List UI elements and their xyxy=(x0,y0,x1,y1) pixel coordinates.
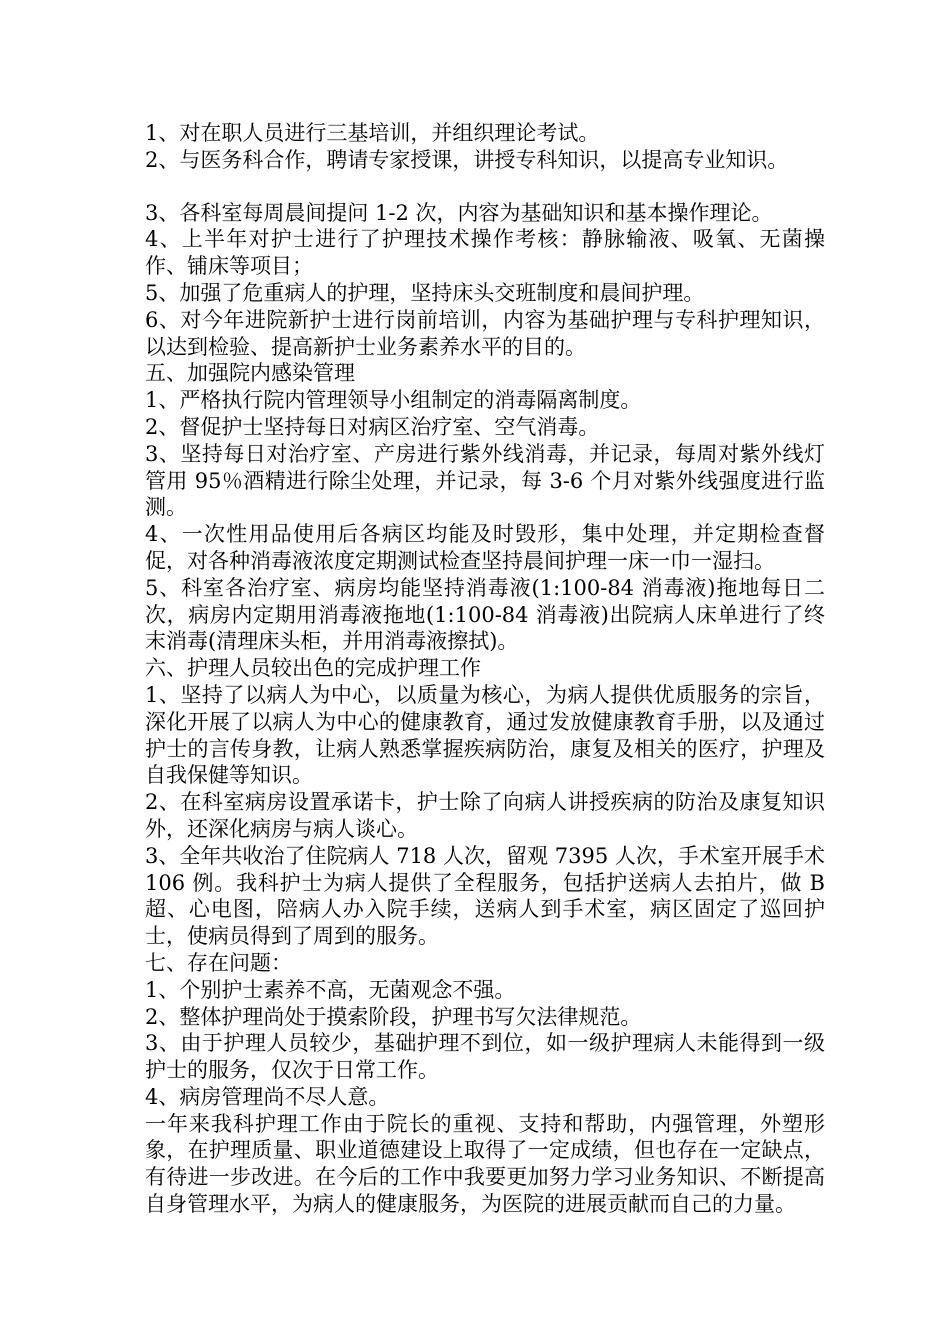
list-item-air-disinfection: 2、督促护士坚持每日对病区治疗室、空气消毒。 xyxy=(145,414,600,439)
list-item-skill-assessment: 4、上半年对护士进行了护理技术操作考核：静脉输液、吸氧、无菌操作、铺床等项目； xyxy=(145,227,825,279)
list-item-problem-documentation: 2、整体护理尚处于摸索阶段，护理书写欠法律规范。 xyxy=(145,1004,642,1029)
list-item-problem-quality: 1、个别护士素养不高，无菌观念不强。 xyxy=(145,977,516,1002)
closing-summary: 一年来我科护理工作由于院长的重视、支持和帮助，内强管理，外塑形象，在护理质量、职业道德建设上取得了一定成绩，但也存在一定缺点，有待进一步改进。在今后的工作中我要更加努力学习业务知识、不断提高自身管理水平，为病人的健康服务，为医院的进展贡献而自己的力量。 xyxy=(145,1111,825,1217)
list-item-patient-centered: 1、坚持了以病人为中心，以质量为核心，为病人提供优质服务的宗旨，深化开展了以病人为中心的健康教育，通过发放健康教育手册，以及通过护士的言传身教，让病人熟悉掌握疾病防治，康复及相关的医疗，护理及自我保健等知识。 xyxy=(145,682,825,788)
section-heading-infection-control: 五、加强院内感染管理 xyxy=(145,361,355,386)
list-item-critical-care: 5、加强了危重病人的护理，坚持床头交班制度和晨间护理。 xyxy=(145,280,705,305)
list-item-problem-staffing: 3、由于护理人员较少，基础护理不到位，如一级护理病人未能得到一级护士的服务，仅次于日常工作。 xyxy=(145,1031,825,1083)
list-item-commitment-card: 2、在科室病房设置承诺卡，护士除了向病人讲授疾病的防治及康复知识外，还深化病房与病人谈心。 xyxy=(145,790,825,841)
section-heading-nursing-work: 六、护理人员较出色的完成护理工作 xyxy=(145,656,481,681)
list-item-disposables: 4、一次性用品使用后各病区均能及时毁形，集中处理，并定期检查督促，对各种消毒液浓度定期测试检查坚持晨间护理一床一巾一湿扫。 xyxy=(145,522,825,573)
list-item-floor-mopping: 5、科室各治疗室、病房均能坚持消毒液(1:100-84 消毒液)拖地每日二次，病房内定期用消毒液拖地(1:100-84 消毒液)出院病人床单进行了终末消毒(清理床头柜，并用消毒液擦拭)。 xyxy=(145,575,825,654)
list-item-expert-lectures: 2、与医务科合作，聘请专家授课，讲授专科知识，以提高专业知识。 xyxy=(145,147,789,172)
list-item-training-exam: 1、对在职人员进行三基培训，并组织理论考试。 xyxy=(145,121,600,145)
section-heading-problems: 七、存在问题： xyxy=(145,950,292,975)
paragraph-gap xyxy=(145,174,825,200)
document-page xyxy=(145,120,825,1218)
list-item-uv-disinfection: 3、坚持每日对治疗室、产房进行紫外线消毒，并记录，每周对紫外线灯管用 95％酒精进行除尘处理，并记录，每 3-6 个月对紫外线强度进行监测。 xyxy=(145,441,825,520)
list-item-morning-questions: 3、各科室每周晨间提问 1-2 次，内容为基础知识和基本操作理论。 xyxy=(145,200,773,225)
list-item-disinfection-policy: 1、严格执行院内管理领导小组制定的消毒隔离制度。 xyxy=(145,388,642,413)
list-item-annual-statistics: 3、全年共收治了住院病人 718 人次，留观 7395 人次，手术室开展手术 106 例。我科护士为病人提供了全程服务，包括护送病人去拍片，做 B 超、心电图，陪病人办入院手续，送病人到手术室，病区固定了巡回护士，使病员得到了周到的服务。 xyxy=(145,843,825,949)
list-item-problem-ward-management: 4、病房管理尚不尽人意。 xyxy=(145,1084,390,1109)
list-item-new-nurse-training: 6、对今年进院新护士进行岗前培训，内容为基础护理与专科护理知识，以达到检验、提高新护士业务素养水平的目的。 xyxy=(145,307,825,359)
